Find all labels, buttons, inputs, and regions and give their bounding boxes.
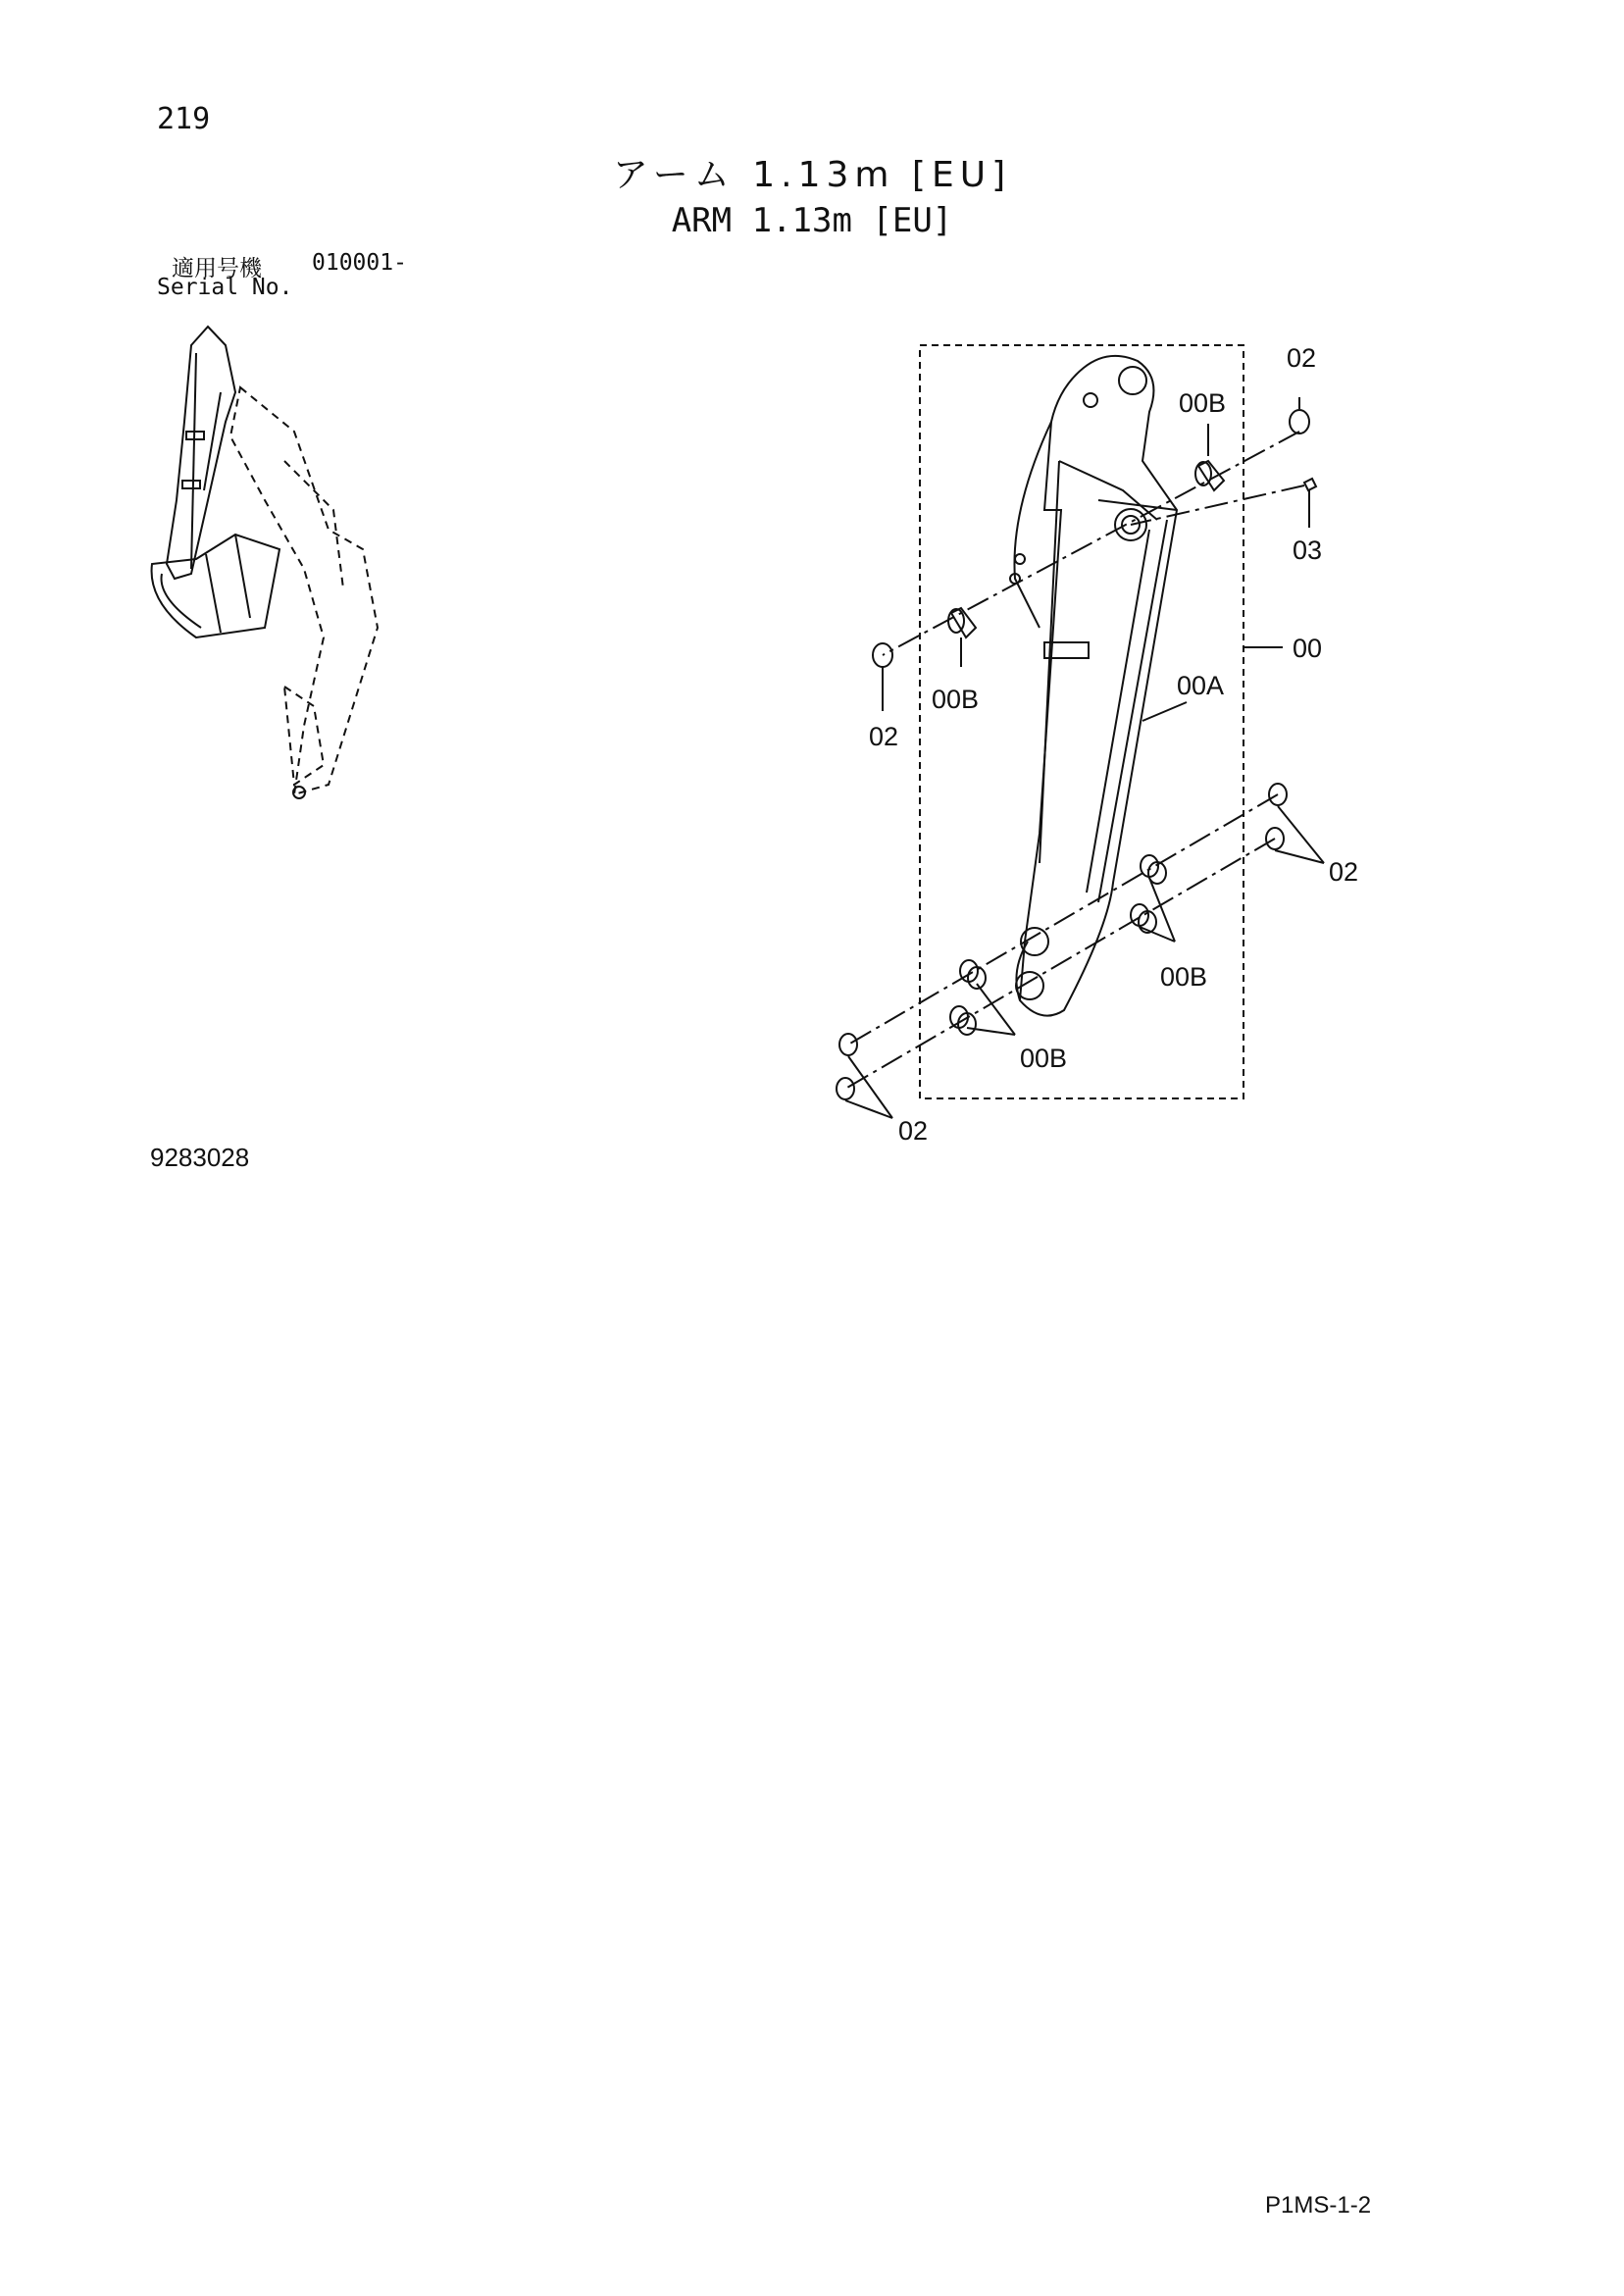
callout-00A: 00A (1177, 671, 1225, 700)
callout-00B-top: 00B (1179, 388, 1227, 418)
drawing-number: 9283028 (150, 1143, 250, 1172)
serial-label-english: Serial No. (157, 275, 293, 300)
callout-00: 00 (1293, 634, 1323, 663)
callout-02-top: 02 (1287, 343, 1317, 373)
grease-fitting (1304, 479, 1316, 490)
snap-rings (837, 410, 1309, 1099)
callout-02-left: 02 (869, 722, 899, 751)
title-japanese: アーム 1.13m [EU] (612, 155, 1012, 195)
arm-body (1010, 356, 1177, 1016)
callout-00B-right: 00B (1160, 962, 1208, 992)
callout-00B-bottom: 00B (1020, 1044, 1068, 1073)
callout-02-right: 02 (1329, 857, 1359, 887)
title-english: ARM 1.13m [EU] (671, 201, 953, 240)
callout-03: 03 (1293, 536, 1323, 565)
overview-thumbnail (152, 327, 378, 798)
serial-range: 010001- (312, 250, 407, 276)
callout-labels (869, 343, 1358, 1146)
page-code: P1MS-1-2 (1265, 2192, 1372, 2219)
callout-00B-left: 00B (932, 685, 980, 714)
callout-02-bottom: 02 (898, 1116, 929, 1146)
page-number: 219 (157, 102, 211, 136)
serial-label-japanese: 適用号機 (172, 256, 262, 281)
leader-lines (845, 397, 1324, 1118)
